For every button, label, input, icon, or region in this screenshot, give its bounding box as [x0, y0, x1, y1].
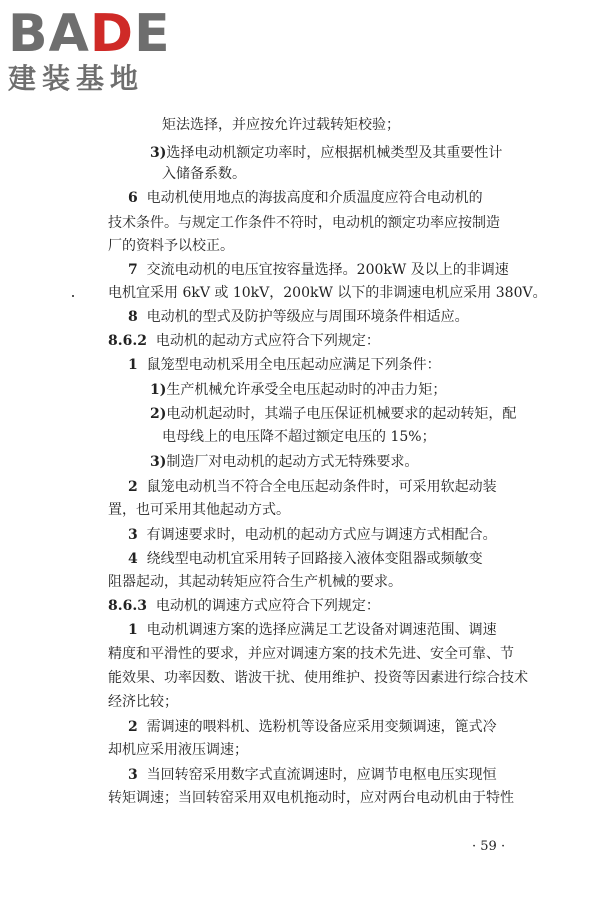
text-line: 电机宜采用 6kV 或 10kV，200kW 以下的非调速电机应采用 380V。 [108, 285, 547, 301]
text-line: 却机应采用液压调速； [108, 742, 248, 758]
text-line: 1)生产机械允许承受全电压起动时的冲击力矩； [150, 382, 447, 398]
text-line: 矩法选择，并应按允许过载转矩校验； [162, 117, 400, 133]
text-line: 精度和平滑性的要求，并应对调速方案的技术先进、安全可靠、节 [108, 646, 514, 662]
text-line: 7 交流电动机的电压宜按容量选择。200kW 及以上的非调速 [128, 262, 509, 278]
text-line: 2)电动机起动时，其端子电压保证机械要求的起动转矩，配 [150, 406, 517, 422]
text-line: 阻器起动，其起动转矩应符合生产机械的要求。 [108, 574, 402, 590]
clause-heading: 8.6.3 电动机的调速方式应符合下列规定： [108, 598, 380, 614]
text-line: 1 电动机调速方案的选择应满足工艺设备对调速范围、调速 [128, 622, 497, 638]
text-line: 能效果、功率因数、谐波干扰、使用维护、投资等因素进行综合技术 [108, 670, 528, 686]
text-line: 3)制造厂对电动机的起动方式无特殊要求。 [150, 454, 419, 470]
text-line: 4 绕线型电动机宜采用转子回路接入液体变阻器或频敏变 [128, 551, 483, 567]
text-line: 转矩调速；当回转窑采用双电机拖动时，应对两台电动机由于特性 [108, 790, 514, 806]
text-line: 电母线上的电压降不超过额定电压的 15%； [162, 429, 436, 445]
page-number: · 59 · [472, 839, 506, 854]
logo-wordmark: BADE [8, 4, 171, 64]
logo-subtitle: 建装基地 [8, 62, 145, 95]
text-line: 入储备系数。 [162, 166, 246, 182]
text-line: 3)选择电动机额定功率时，应根据机械类型及其重要性计 [150, 145, 503, 161]
text-line: 技术条件。与规定工作条件不符时，电动机的额定功率应按制造 [108, 215, 500, 231]
text-line: 3 当回转窑采用数字式直流调速时，应调节电枢电压实现恒 [128, 767, 497, 783]
text-line: 厂的资料予以校正。 [108, 238, 234, 254]
text-line: 置，也可采用其他起动方式。 [108, 502, 290, 518]
text-line: 经济比较； [108, 694, 178, 710]
bade-logo [8, 4, 178, 98]
text-line: 8 电动机的型式及防护等级应与周围环境条件相适应。 [128, 309, 469, 325]
text-line: 6 电动机使用地点的海拔高度和介质温度应符合电动机的 [128, 190, 483, 206]
text-line: 2 鼠笼电动机当不符合全电压起动条件时，可采用软起动装 [128, 479, 497, 495]
text-line: 3 有调速要求时，电动机的起动方式应与调速方式相配合。 [128, 527, 497, 543]
clause-heading: 8.6.2 电动机的起动方式应符合下列规定： [108, 333, 380, 349]
scan-speck [72, 295, 74, 297]
text-line: 2 需调速的喂料机、选粉机等设备应采用变频调速，篦式冷 [128, 719, 497, 735]
text-line: 1 鼠笼型电动机采用全电压起动应满足下列条件： [128, 357, 441, 373]
